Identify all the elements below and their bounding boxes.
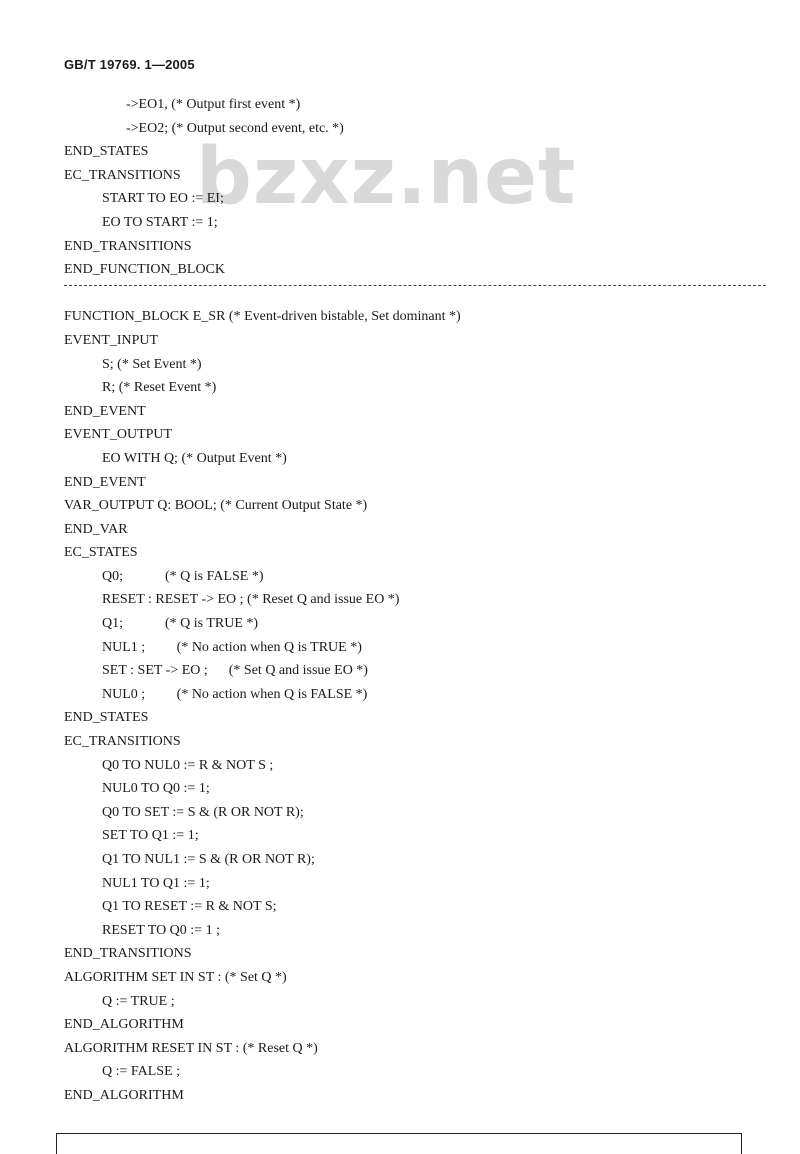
code-listing	[64, 93, 754, 1108]
code-line: START TO EO := EI;	[102, 191, 224, 207]
code-line: Q1 TO NUL1 := S & (R OR NOT R);	[102, 852, 315, 867]
code-line: R; (* Reset Event *)	[102, 380, 217, 396]
code-line: EO TO START := 1;	[102, 214, 218, 230]
watermark: bzxz.net	[196, 132, 577, 222]
code-line: EO WITH Q; (* Output Event *)	[102, 450, 287, 466]
code-line: NUL0 TO Q0 := 1;	[102, 781, 210, 797]
code-line: END_STATES	[64, 710, 149, 726]
code-line: EC_STATES	[64, 545, 138, 561]
code-line: Q0 TO SET := S & (R OR NOT R);	[102, 804, 304, 820]
standard-header: GB/T 19769. 1—2005	[64, 57, 195, 72]
code-line: END_VAR	[64, 521, 128, 537]
code-line: END_FUNCTION_BLOCK	[64, 262, 225, 278]
code-line: ALGORITHM SET IN ST : (* Set Q *)	[64, 969, 287, 985]
code-line: RESET TO Q0 := 1 ;	[102, 922, 220, 938]
code-line: END_STATES	[64, 144, 149, 160]
code-line: NUL1 ; (* No action when Q is TRUE *)	[102, 639, 362, 655]
section-separator	[64, 282, 754, 306]
code-line: EVENT_OUTPUT	[64, 427, 173, 443]
code-line: END_EVENT	[64, 474, 146, 490]
code-line: Q1 TO RESET := R & NOT S;	[102, 899, 277, 915]
code-line: ->EO2; (* Output second event, etc. *)	[126, 120, 344, 136]
code-line: SET TO Q1 := 1;	[102, 828, 199, 844]
code-line: RESET : RESET -> EO ; (* Reset Q and issue EO *)	[102, 592, 400, 608]
code-line: EC_TRANSITIONS	[64, 167, 181, 183]
code-line: SET : SET -> EO ; (* Set Q and issue EO *)	[102, 663, 368, 679]
code-line: Q := TRUE ;	[102, 993, 175, 1009]
code-line: END_EVENT	[64, 403, 146, 419]
code-line: EC_TRANSITIONS	[64, 734, 181, 750]
code-line: Q0; (* Q is FALSE *)	[102, 568, 264, 584]
code-line: Q0 TO NUL0 := R & NOT S ;	[102, 757, 274, 773]
code-line: ->EO1, (* Output first event *)	[126, 97, 301, 112]
code-line: END_ALGORITHM	[64, 1087, 184, 1103]
code-line: FUNCTION_BLOCK E_SR (* Event-driven bistable, Set dominant *)	[64, 309, 461, 325]
code-line: Q := FALSE ;	[102, 1064, 181, 1080]
code-line: S; (* Set Event *)	[102, 356, 202, 372]
code-line: NUL1 TO Q1 := 1;	[102, 875, 210, 891]
code-line: ALGORITHM RESET IN ST : (* Reset Q *)	[64, 1040, 318, 1056]
code-line: END_ALGORITHM	[64, 1017, 184, 1033]
code-line: Q1; (* Q is TRUE *)	[102, 616, 259, 632]
code-line: END_TRANSITIONS	[64, 238, 192, 254]
code-line: EVENT_INPUT	[64, 332, 159, 348]
code-line: NUL0 ; (* No action when Q is FALSE *)	[102, 686, 368, 702]
footer-frame	[56, 1133, 742, 1154]
code-line: VAR_OUTPUT Q: BOOL; (* Current Output State *)	[64, 498, 368, 514]
code-line: END_TRANSITIONS	[64, 946, 192, 962]
